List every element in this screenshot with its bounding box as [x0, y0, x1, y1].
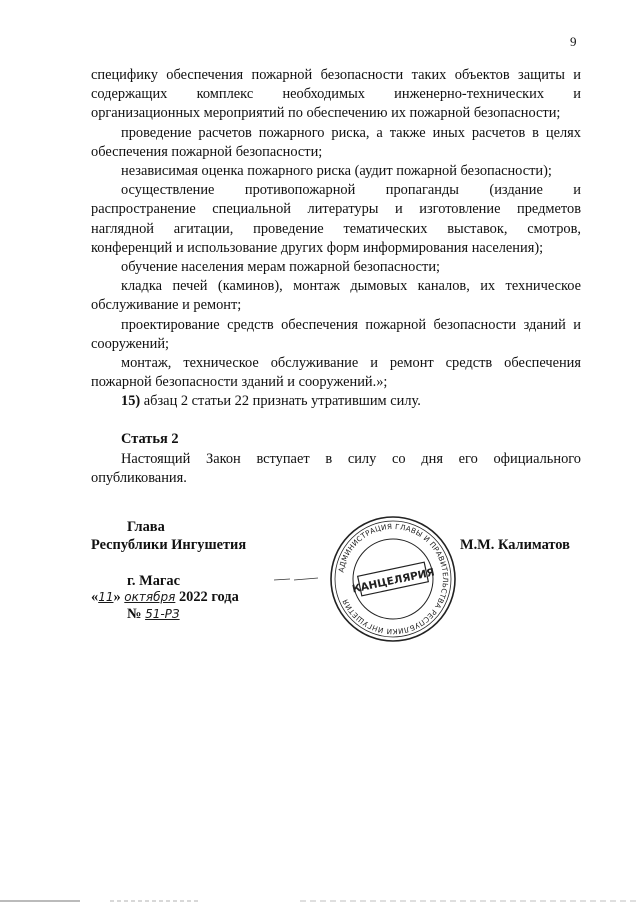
paragraph-3: независимая оценка пожарного риска (аудит пожарной безопасности); — [121, 163, 552, 180]
signatory-title-line-1: Глава — [127, 519, 165, 535]
scan-edge-artifact — [0, 885, 640, 905]
signatory-title-line-2: Республики Ингушетия — [91, 537, 247, 553]
law-number-value: 51-РЗ — [145, 607, 180, 621]
signature-scribble-icon — [272, 568, 322, 588]
date-day: 11 — [98, 590, 114, 604]
law-number-prefix: № — [127, 606, 142, 622]
law-number — [127, 606, 180, 623]
stamp-outer-text: АДМИНИСТРАЦИЯ ГЛАВЫ И ПРАВИТЕЛЬСТВА РЕСПУБЛИКИ ИНГУШЕТИЯ — [336, 521, 451, 637]
paragraph-8: монтаж, техническое обслуживание и ремонт средств обеспечения пожарной безопасности зданий и сооружений.»; — [91, 355, 581, 391]
signatory-name: М.М. Калиматов — [460, 537, 570, 553]
paragraph-4: осуществление противопожарной пропаганды (издание и распространение специальной литературы и изготовление предметов наглядной агитации, проведение тематических выставок, смотров, конференций и использование других форм информирования населения); — [91, 182, 581, 256]
date-close-quote: » — [113, 589, 121, 605]
paragraph-5: обучение населения мерам пожарной безопасности; — [121, 259, 441, 276]
signing-date — [91, 589, 239, 606]
item-15 — [91, 392, 581, 411]
place-of-signing: г. Магас — [127, 573, 181, 589]
document-body — [91, 66, 581, 412]
date-open-quote: « — [91, 589, 99, 605]
paragraph-1: специфику обеспечения пожарной безопасности таких объектов защиты и содержащих комплекс необходимых инженерно-технических и организационных мероприятий по обеспечению их пожарной безопасности; — [91, 67, 581, 122]
date-year: 2022 года — [178, 589, 239, 605]
article-text: Настоящий Закон вступает в силу со дня его официального опубликования. — [91, 451, 581, 487]
official-stamp-seal — [328, 514, 458, 644]
article-title: Статья 2 — [121, 431, 179, 447]
paragraph-7: проектирование средств обеспечения пожарной безопасности зданий и сооружений; — [91, 316, 581, 352]
date-month: октября — [124, 590, 176, 604]
item-15-number: 15) — [121, 393, 141, 410]
paragraph-2: проведение расчетов пожарного риска, а также иных расчетов в целях обеспечения пожарной безопасности; — [91, 124, 581, 160]
stamp-center-text: КАНЦЕЛЯРИЯ — [351, 566, 436, 596]
item-15-text: абзац 2 статьи 22 признать утратившим силу. — [140, 393, 421, 410]
page-number: 9 — [570, 34, 577, 49]
paragraph-6: кладка печей (каминов), монтаж дымовых каналов, их техническое обслуживание и ремонт; — [91, 278, 581, 314]
